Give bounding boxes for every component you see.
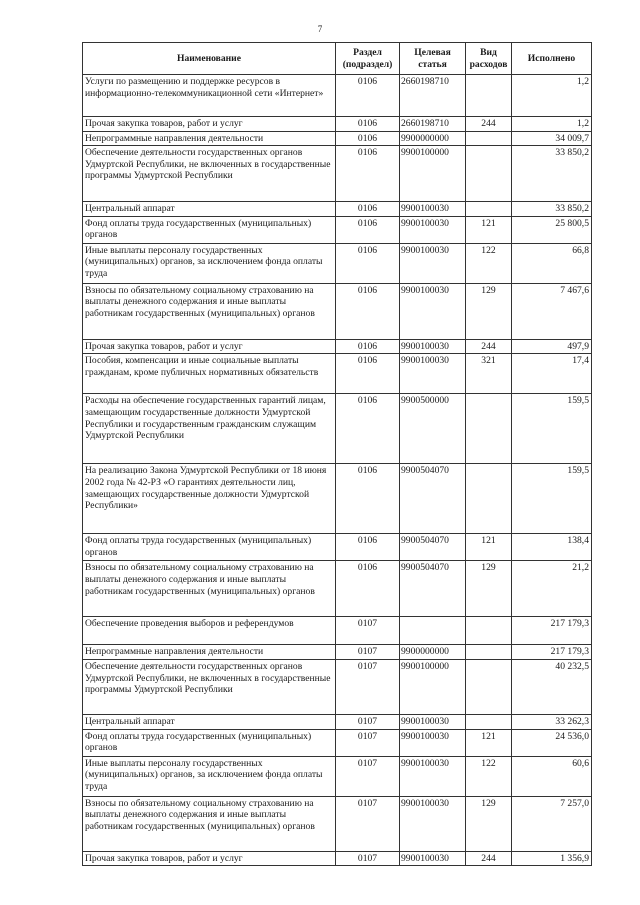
row-section: 0107 <box>336 645 400 660</box>
row-executed: 7 467,6 <box>512 283 592 339</box>
row-type <box>466 146 512 202</box>
page-number: 7 <box>317 24 323 34</box>
row-article: 9900504070 <box>400 534 466 561</box>
row-article: 9900000000 <box>400 131 466 146</box>
row-article: 9900100030 <box>400 729 466 756</box>
row-article: 2660198710 <box>400 75 466 117</box>
table-row <box>83 729 592 756</box>
row-name: Иные выплаты персоналу государственных (муниципальных) органов, за исключением фонда оплаты труда <box>83 243 336 283</box>
row-section: 0106 <box>336 354 400 394</box>
row-section: 0106 <box>336 131 400 146</box>
row-name: Прочая закупка товаров, работ и услуг <box>83 851 336 866</box>
table-row <box>83 659 592 714</box>
row-article: 9900100000 <box>400 146 466 202</box>
row-name: Взносы по обязательному социальному страхованию на выплаты денежного содержания и иные выплаты работникам государственных (муниципальных) органов <box>83 283 336 339</box>
table-row <box>83 216 592 243</box>
row-article: 2660198710 <box>400 117 466 132</box>
row-name: Центральный аппарат <box>83 714 336 729</box>
table-header-row <box>83 43 592 75</box>
table-row <box>83 645 592 660</box>
row-executed: 34 009,7 <box>512 131 592 146</box>
row-executed: 1,2 <box>512 117 592 132</box>
row-article: 9900100030 <box>400 851 466 866</box>
row-executed: 25 800,5 <box>512 216 592 243</box>
row-article: 9900100030 <box>400 796 466 851</box>
row-name: Взносы по обязательному социальному страхованию на выплаты денежного содержания и иные выплаты работникам государственных (муниципальных) органов <box>83 796 336 851</box>
header-executed: Исполнено <box>512 43 592 75</box>
row-article: 9900100030 <box>400 243 466 283</box>
row-type: 129 <box>466 283 512 339</box>
row-article: 9900504070 <box>400 464 466 534</box>
table-row <box>83 796 592 851</box>
row-name: Фонд оплаты труда государственных (муниципальных) органов <box>83 729 336 756</box>
row-executed: 497,9 <box>512 339 592 354</box>
row-executed: 60,6 <box>512 756 592 796</box>
row-executed: 1,2 <box>512 75 592 117</box>
row-article <box>400 617 466 645</box>
row-article: 9900100030 <box>400 714 466 729</box>
row-executed: 17,4 <box>512 354 592 394</box>
row-article: 9900504070 <box>400 561 466 617</box>
row-executed: 33 850,2 <box>512 146 592 202</box>
row-article: 9900100030 <box>400 756 466 796</box>
row-type <box>466 617 512 645</box>
table-row <box>83 851 592 866</box>
row-section: 0107 <box>336 729 400 756</box>
row-section: 0106 <box>336 464 400 534</box>
row-type: 129 <box>466 796 512 851</box>
header-name: Наименование <box>83 43 336 75</box>
row-article: 9900000000 <box>400 645 466 660</box>
row-executed: 138,4 <box>512 534 592 561</box>
row-section: 0107 <box>336 756 400 796</box>
row-executed: 24 536,0 <box>512 729 592 756</box>
table-row <box>83 617 592 645</box>
row-type <box>466 75 512 117</box>
row-executed: 40 232,5 <box>512 659 592 714</box>
table-row <box>83 131 592 146</box>
table-row <box>83 354 592 394</box>
row-executed: 7 257,0 <box>512 796 592 851</box>
row-article: 9900100030 <box>400 339 466 354</box>
table-row <box>83 394 592 464</box>
table-row <box>83 714 592 729</box>
table-row <box>83 146 592 202</box>
table-row <box>83 75 592 117</box>
row-article: 9900100030 <box>400 354 466 394</box>
row-executed: 33 262,3 <box>512 714 592 729</box>
row-section: 0107 <box>336 617 400 645</box>
row-executed: 33 850,2 <box>512 202 592 217</box>
row-article: 9900100000 <box>400 659 466 714</box>
row-article: 9900100030 <box>400 216 466 243</box>
row-name: Расходы на обеспечение государственных гарантий лицам, замещающим государственные должности Удмуртской Республики и государственным гражданским служащим Удмуртской Республики <box>83 394 336 464</box>
row-name: Прочая закупка товаров, работ и услуг <box>83 339 336 354</box>
row-section: 0106 <box>336 534 400 561</box>
expenditure-table <box>82 42 592 866</box>
row-type: 122 <box>466 243 512 283</box>
row-name: Фонд оплаты труда государственных (муниципальных) органов <box>83 534 336 561</box>
row-type: 244 <box>466 851 512 866</box>
row-executed: 159,5 <box>512 464 592 534</box>
row-name: Обеспечение проведения выборов и референдумов <box>83 617 336 645</box>
row-executed: 159,5 <box>512 394 592 464</box>
row-name: Фонд оплаты труда государственных (муниципальных) органов <box>83 216 336 243</box>
table-row <box>83 283 592 339</box>
row-type <box>466 645 512 660</box>
row-name: Обеспечение деятельности государственных органов Удмуртской Республики, не включенных в государственные программы Удмуртской Республики <box>83 659 336 714</box>
row-type: 121 <box>466 216 512 243</box>
row-section: 0106 <box>336 339 400 354</box>
header-article: Целевая статья <box>400 43 466 75</box>
table-row <box>83 561 592 617</box>
row-executed: 21,2 <box>512 561 592 617</box>
row-type: 129 <box>466 561 512 617</box>
table-row <box>83 464 592 534</box>
table-row <box>83 117 592 132</box>
row-type <box>466 659 512 714</box>
row-section: 0107 <box>336 796 400 851</box>
row-type: 121 <box>466 729 512 756</box>
header-type: Вид расходов <box>466 43 512 75</box>
row-section: 0106 <box>336 75 400 117</box>
row-type: 321 <box>466 354 512 394</box>
row-section: 0107 <box>336 714 400 729</box>
row-name: Обеспечение деятельности государственных органов Удмуртской Республики, не включенных в государственные программы Удмуртской Республики <box>83 146 336 202</box>
row-section: 0106 <box>336 117 400 132</box>
row-section: 0106 <box>336 283 400 339</box>
row-type <box>466 464 512 534</box>
row-name: Прочая закупка товаров, работ и услуг <box>83 117 336 132</box>
table-row <box>83 339 592 354</box>
row-name: Пособия, компенсации и иные социальные выплаты гражданам, кроме публичных нормативных обязательств <box>83 354 336 394</box>
row-type: 122 <box>466 756 512 796</box>
row-name: Непрограммные направления деятельности <box>83 131 336 146</box>
row-type: 244 <box>466 339 512 354</box>
row-name: На реализацию Закона Удмуртской Республики от 18 июня 2002 года № 42-РЗ «О гарантиях деятельности лиц, замещающих государственные должности Удмуртской Республики» <box>83 464 336 534</box>
row-executed: 217 179,3 <box>512 617 592 645</box>
row-executed: 217 179,3 <box>512 645 592 660</box>
row-section: 0106 <box>336 561 400 617</box>
table-row <box>83 756 592 796</box>
header-section: Раздел (подраздел) <box>336 43 400 75</box>
row-type <box>466 394 512 464</box>
row-type: 244 <box>466 117 512 132</box>
row-name: Услуги по размещению и поддержке ресурсов в информационно-телекоммуникационной сети «Интернет» <box>83 75 336 117</box>
row-section: 0106 <box>336 202 400 217</box>
row-name: Центральный аппарат <box>83 202 336 217</box>
row-name: Взносы по обязательному социальному страхованию на выплаты денежного содержания и иные выплаты работникам государственных (муниципальных) органов <box>83 561 336 617</box>
table-row <box>83 243 592 283</box>
row-article: 9900100030 <box>400 202 466 217</box>
row-name: Непрограммные направления деятельности <box>83 645 336 660</box>
row-type <box>466 202 512 217</box>
row-section: 0106 <box>336 216 400 243</box>
row-name: Иные выплаты персоналу государственных (муниципальных) органов, за исключением фонда оплаты труда <box>83 756 336 796</box>
row-section: 0106 <box>336 146 400 202</box>
row-type <box>466 131 512 146</box>
table-row <box>83 202 592 217</box>
row-article: 9900100030 <box>400 283 466 339</box>
row-section: 0107 <box>336 659 400 714</box>
row-section: 0107 <box>336 851 400 866</box>
row-executed: 1 356,9 <box>512 851 592 866</box>
row-type <box>466 714 512 729</box>
table-row <box>83 534 592 561</box>
row-article: 9900500000 <box>400 394 466 464</box>
row-section: 0106 <box>336 394 400 464</box>
row-executed: 66,8 <box>512 243 592 283</box>
row-type: 121 <box>466 534 512 561</box>
row-section: 0106 <box>336 243 400 283</box>
